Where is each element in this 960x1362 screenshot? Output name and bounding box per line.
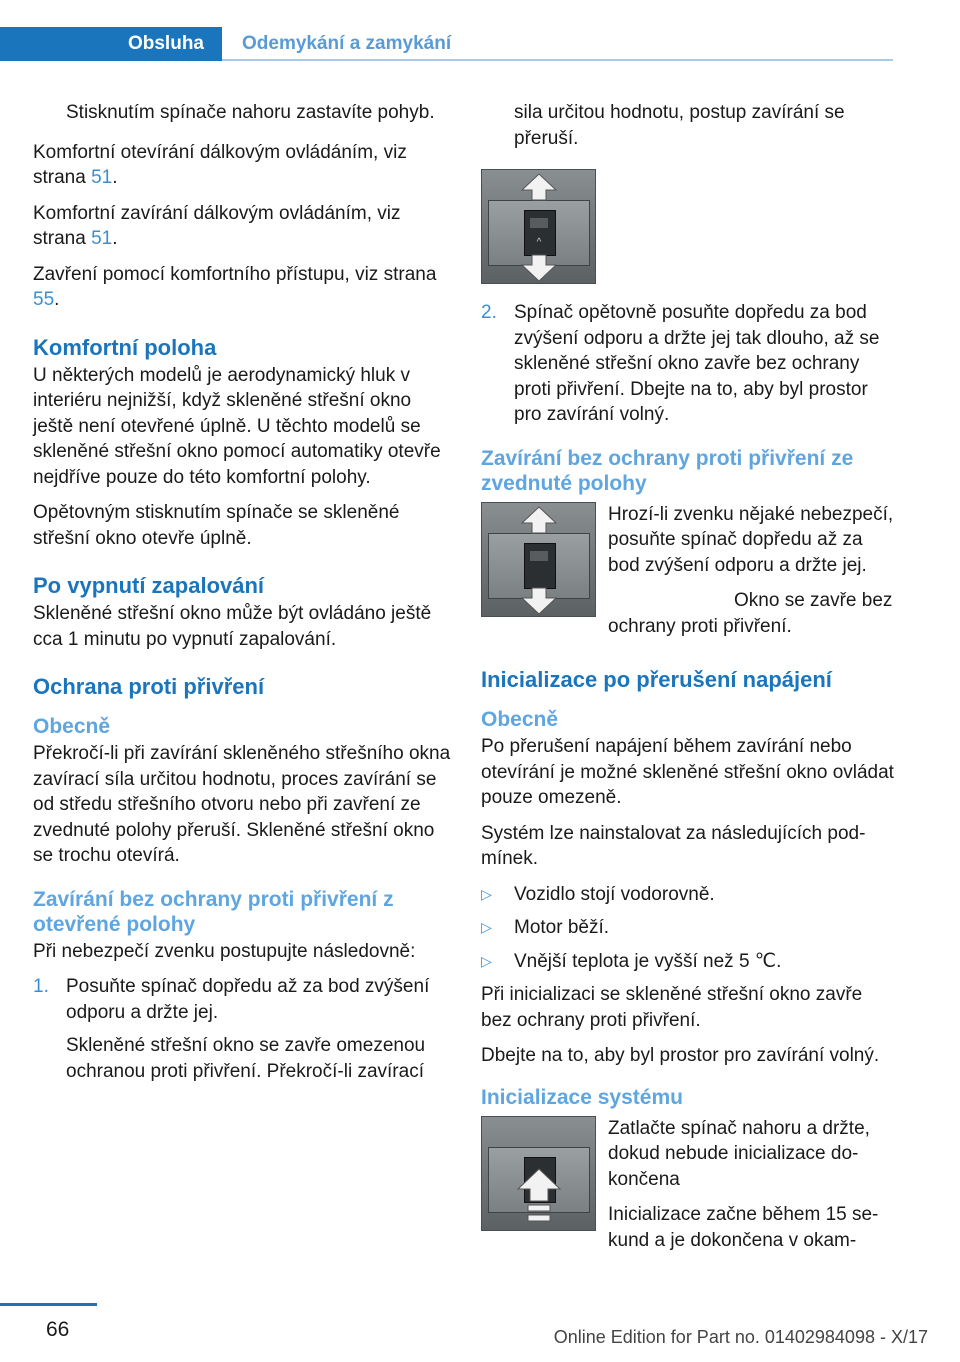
section-tab[interactable] xyxy=(0,27,222,61)
bullet-marker: ▷ xyxy=(481,952,492,969)
step-1 xyxy=(33,974,453,1084)
bullet-marker: ▷ xyxy=(481,919,492,935)
raised-position-block xyxy=(481,502,896,650)
intro-text: Stisknutím spínače nahoru zastavíte pohyb. xyxy=(66,102,435,123)
ref-remote-open: Komfortní otevírání dálkovým ovládáním, viz strana 51. xyxy=(33,141,407,188)
general-heading: Obecně xyxy=(33,715,111,738)
step-text: Spínač opětovně posuňte dopředu za bod zvýšení odporu a držte jej tak dlouho, až se skleněné střešní okno zavře bez ochrany proti přivření. Dbejte na to, aby byl prostor pro zavírání volný. xyxy=(514,302,880,425)
system-init-block xyxy=(481,1116,896,1254)
continued-text: sila určitou hodnotu, postup zavírání se přeruší. xyxy=(514,102,845,149)
page-link[interactable]: 55 xyxy=(33,289,55,310)
header-tabbar xyxy=(0,27,893,61)
ref-comfort-access: Zavření pomocí komfortního přístupu, viz strana 55. xyxy=(33,263,437,310)
init-heading: Inicializace po přerušení napájení xyxy=(481,667,832,692)
page-link[interactable]: 51 xyxy=(91,167,113,188)
raised-position-heading: Zavírání bez ochrany proti přivření ze zvednuté polohy xyxy=(481,446,854,495)
step-2 xyxy=(481,300,896,428)
ref-remote-close: Komfortní zavírání dálkovým ovládáním, viz strana 51. xyxy=(33,202,401,249)
switch-image-up-down xyxy=(481,502,596,617)
raised-paragraph-1: Hrozí-li zvenku nějaké nebezpečí, posuňte spínač dopředu až za bod zvýšení odporu a držte jej. xyxy=(608,503,894,576)
step-number: 1. xyxy=(33,976,49,997)
system-paragraph-1: Zatlačte spínač nahoru a držte, dokud nebude inicializace dokončena xyxy=(608,1117,870,1190)
list-item: ▷ Motor běží. xyxy=(481,915,896,941)
subsection-tab[interactable] xyxy=(222,27,451,61)
raised-paragraph-2: Okno se zavře bez ochrany proti přivření. xyxy=(608,590,893,637)
step-number: 2. xyxy=(481,302,497,323)
system-init-heading: Inicializace systému xyxy=(481,1085,683,1109)
switch-image-up xyxy=(481,1116,596,1231)
subsection-tab-label: Odemykání a zamykání xyxy=(242,33,452,54)
protection-heading: Ochrana proti přivření xyxy=(33,674,265,699)
page-number: 66 xyxy=(46,1318,70,1341)
init-paragraph-1: Po přerušení napájení během zavírání nebo otevírání je možné skleněné střešní okno ovládat pouze omezeně. xyxy=(481,736,894,808)
list-item: ▷ Vozidlo stojí vodorovně. xyxy=(481,882,896,908)
left-column xyxy=(33,100,453,1092)
general-paragraph: Překročí-li při zavírání skleněného střešního okna zavírací síla určitou hodnotu, proces zavírání se od středu střešního otvoru nebo při zavření ze zvednuté polohy přeruší. Skleněné střešní okno se trochu otevírá. xyxy=(33,743,451,866)
open-position-paragraph: Při nebezpečí zvenku postupujte následovně: xyxy=(33,940,416,962)
init-paragraph-2: Systém lze nainstalovat za následujících podmínek. xyxy=(481,822,866,869)
list-item: ▷ Vnější teplota je vyšší než 5 ℃. xyxy=(481,949,896,975)
bullet-marker: ▷ xyxy=(481,885,492,902)
ignition-paragraph: Skleněné střešní okno může být ovládáno ještě cca 1 minutu po vypnutí zapalování. xyxy=(33,603,432,650)
edition-note: Online Edition for Part no. 01402984098 - X/17 xyxy=(553,1327,928,1347)
step-subtext: Skleněné střešní okno se zavře omezenou ochranou proti přivření. Překročí-li zavírací xyxy=(66,1035,426,1082)
right-column xyxy=(481,100,896,1263)
comfort-paragraph-2: Opětovným stisknutím spínače se skleněné střešní okno otevře úplně. xyxy=(33,502,400,549)
step-text: Posuňte spínač dopředu až za bod zvýšení odporu a držte jej. xyxy=(66,976,430,1023)
footer-rule xyxy=(0,1303,97,1306)
open-position-heading: Zavírání bez ochrany proti přivření z otevřené polohy xyxy=(33,887,394,936)
comfort-paragraph-1: U některých modelů je aerodynamický hluk v interiéru nejnižší, když skleněné střešní okno ještě není otevřené úplně. U těchto modelů se skleněné střešní okno pomocí automatiky otevře nejdříve pouze do této komfortní polohy. xyxy=(33,364,441,488)
header-rule xyxy=(222,59,893,61)
init-general-heading: Obecně xyxy=(481,708,559,731)
section-tab-label: Obsluha xyxy=(127,33,204,54)
init-paragraph-3: Při inicializaci se skleněné střešní okno zavře bez ochrany proti přivření. xyxy=(481,984,863,1031)
system-paragraph-2: Inicializace začne během 15 sekund a je dokončena v okam- xyxy=(608,1204,879,1251)
page-link[interactable]: 51 xyxy=(91,228,113,249)
comfort-heading: Komfortní poloha xyxy=(33,334,217,360)
switch-image-up-down xyxy=(481,169,596,284)
ignition-heading: Po vypnutí zapalování xyxy=(33,573,265,598)
svg-text:^: ^ xyxy=(536,237,542,248)
init-paragraph-4: Dbejte na to, aby byl prostor pro zavírání volný. xyxy=(481,1045,880,1066)
